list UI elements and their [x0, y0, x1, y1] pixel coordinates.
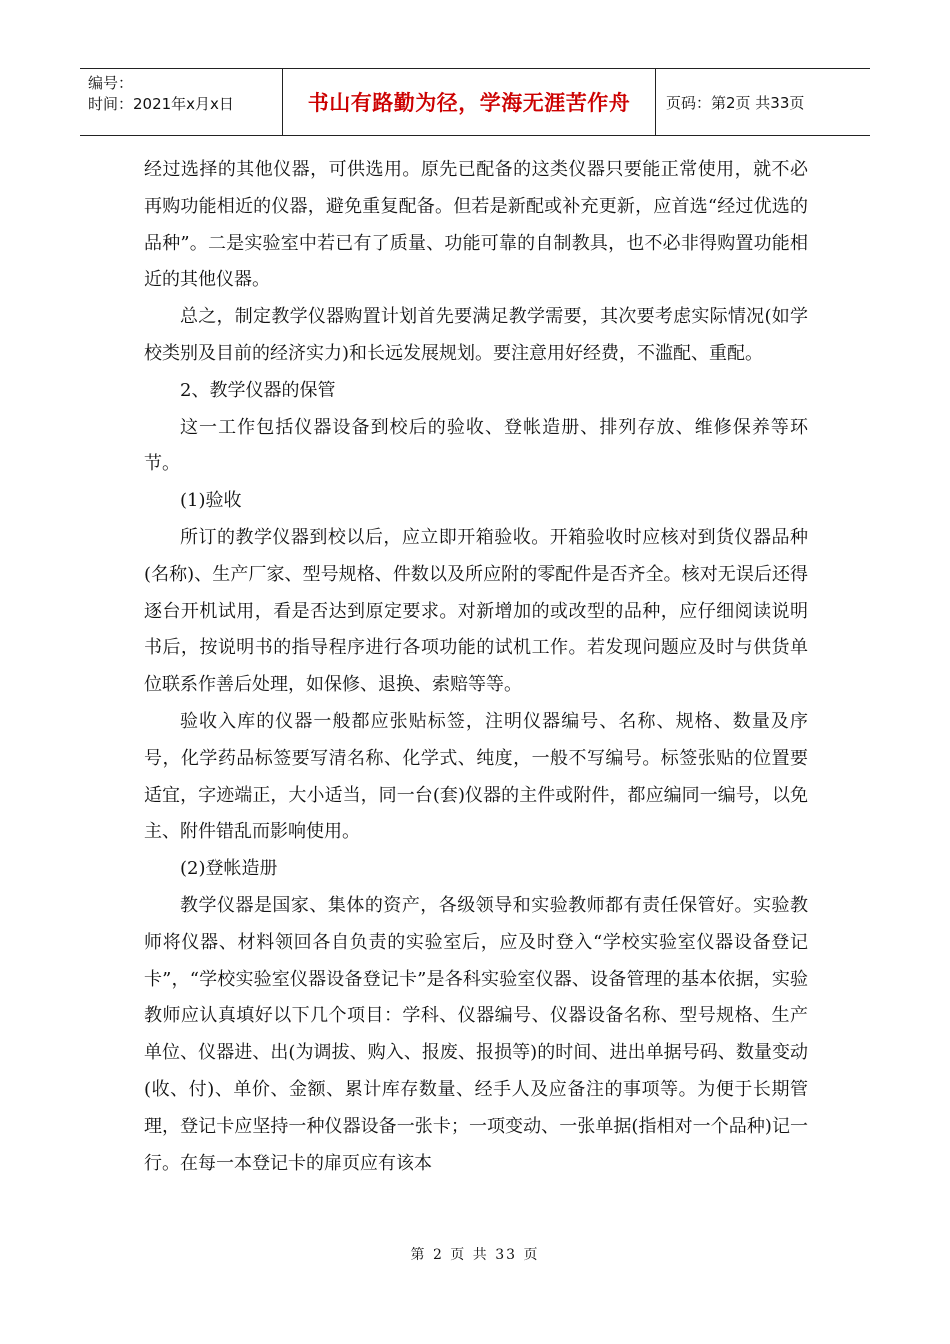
page-header	[80, 68, 870, 136]
page-footer: 第 2 页 共 33 页	[410, 1247, 540, 1263]
paragraph: 总之，制定教学仪器购置计划首先要满足教学需要，其次要考虑实际情况(如学校类别及目前的经济实力)和长远发展规划。要注意用好经费，不滥配、重配。	[144, 306, 808, 364]
paragraph: 这一工作包括仪器设备到校后的验收、登帐造册、排列存放、维修保养等环节。	[144, 416, 808, 475]
subsection-heading: (2)登帐造册	[180, 858, 278, 880]
paragraph: 教学仪器是国家、集体的资产，各级领导和实验教师都有责任保管好。实验教师将仪器、材料领回各自负责的实验室后，应及时登入“学校实验室仪器设备登记卡”，“学校实验室仪器设备登记卡”是各科实验室仪器、设备管理的基本依据，实验教师应认真填好以下几个项目：学科、仪器编号、仪器设备名称、型号规格、生产单位、仪器进、出(为调拔、购入、报废、报损等)的时间、进出单据号码、数量变动(收、付)、单价、金额、累计库存数量、经手人及应备注的事项等。为便于长期管理，登记卡应坚持一种仪器设备一张卡；一项变动、一张单据(指相对一个品种)记一行。在每一本登记卡的扉页应有该本	[144, 894, 808, 1174]
time-label: 时间：2021年x月x日	[88, 95, 234, 113]
paragraph: 验收入库的仪器一般都应张贴标签，注明仪器编号、名称、规格、数量及序号，化学药品标签要写清名称、化学式、纯度，一般不写编号。标签张贴的位置要适宜，字迹端正，大小适当，同一台(套)仪器的主件或附件，都应编同一编号，以免主、附件错乱而影响使用。	[144, 710, 808, 843]
section-heading: 2、教学仪器的保管	[180, 379, 336, 401]
document-body	[144, 152, 808, 1182]
paragraph: 所订的教学仪器到校以后，应立即开箱验收。开箱验收时应核对到货仪器品种(名称)、生产厂家、型号规格、件数以及所应附的零配件是否齐全。核对无误后还得逐台开机试用，看是否达到原定要求。对新增加的或改型的品种，应仔细阅读说明书后，按说明书的指导程序进行各项功能的试机工作。若发现问题应及时与供货单位联系作善后处理，如保修、退换、索赔等等。	[144, 526, 808, 696]
header-motto: 书山有路勤为径，学海无涯苦作舟	[283, 69, 656, 135]
number-label: 编号：	[88, 74, 134, 92]
header-page-info: 页码：第2页 共33页	[666, 93, 805, 112]
paragraph: 经过选择的其他仪器，可供选用。原先已配备的这类仪器只要能正常使用，就不必再购功能相近的仪器，避免重复配备。但若是新配或补充更新，应首选“经过优选的品种”。二是实验室中若已有了质量、功能可靠的自制教具，也不必非得购置功能相近的其他仪器。	[144, 159, 808, 291]
header-meta	[80, 69, 283, 135]
subsection-heading: (1)验收	[180, 490, 242, 512]
